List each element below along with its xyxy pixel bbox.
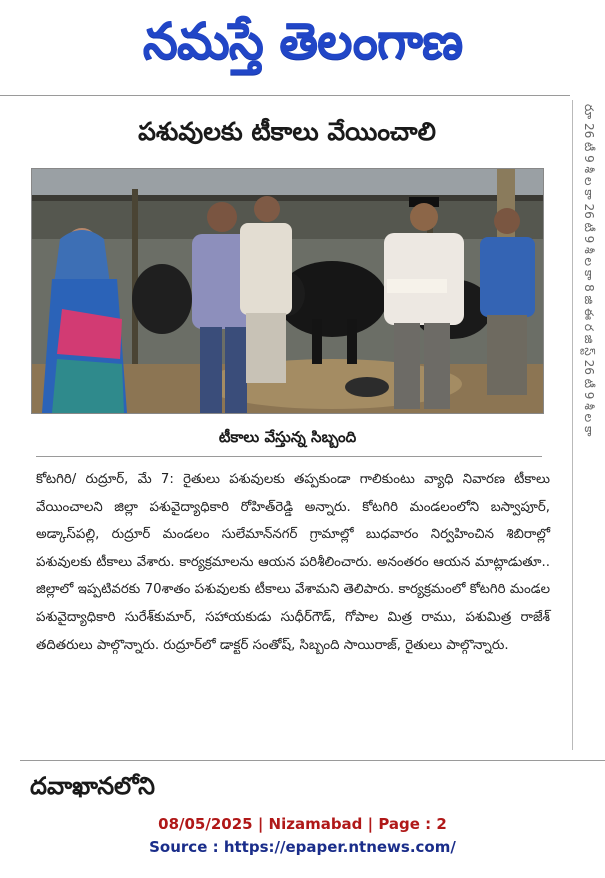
adjacent-column-text: రూ 26 టీ 9 శీ ల కా 26 టీ 9 శీ ల కా 8 జి ఈ ర జి స్ట్ 26 టీ 9 శీ ల కా bbox=[582, 104, 596, 437]
masthead-divider bbox=[0, 95, 570, 96]
masthead-title: నమస్తే తెలంగాణ bbox=[142, 12, 463, 70]
article-headline: పశువులకు టీకాలు వేయించాలి bbox=[138, 117, 436, 146]
article-body: కోటగిరి/ రుద్రూర్, మే 7: రైతులు పశువులకు తప్పకుండా గాలికుంటు వ్యాధి నివారణ టీకాలు వేయించాలని జిల్లా పశువైద్యాధికారి రోహిత్‌రెడ్డి అన్నారు. కోటగిరి మండలంలోని బస్వాపూర్, అడ్కాస్‌పల్లి, రుద్రూర్ మండలం సులేమాన్‌నగర్ గ్రామాల్లో బుధవారం నిర్వహించిన శిబిరాల్లో పశువులకు టీకాలు వేశారు. కార్యక్రమాలను ఆయన పరిశీలించారు. అనంతరం ఆయన మాట్లాడుతూ.. జిల్లాలో ఇప్పటివరకు 70శాతం పశువులకు టీకాలు వేశామని తెలిపారు. కార్యక్రమంలో కోటగిరి మండల పశువైద్యాధికారి సురేశ్‌కుమార్, సహాయకుడు సుధీర్‌గౌడ్, గోపాల మిత్ర రాము, పశుమిత్ర రాజేశ్ తదితరులు పాల్గొన్నారు. రుద్రూర్‌లో డాక్టర్ సంతోష్, సిబ్బంది సాయిరాజ్, రైతులు పాల్గొన్నారు. bbox=[36, 472, 550, 653]
source-link[interactable]: Source : https://epaper.ntnews.com/ bbox=[149, 838, 456, 856]
edition-info: 08/05/2025 | Nizamabad | Page : 2 bbox=[158, 815, 447, 833]
vaccination-scene-image bbox=[32, 169, 543, 413]
photo-caption: టీకాలు వేస్తున్న సిబ్బంది bbox=[218, 428, 357, 446]
section-divider bbox=[20, 760, 605, 761]
caption-divider bbox=[36, 456, 542, 457]
next-article-headline: దవాఖానలోని bbox=[30, 772, 155, 798]
article-photo bbox=[31, 168, 544, 414]
adjacent-column bbox=[572, 100, 605, 750]
column-rule bbox=[572, 100, 573, 750]
